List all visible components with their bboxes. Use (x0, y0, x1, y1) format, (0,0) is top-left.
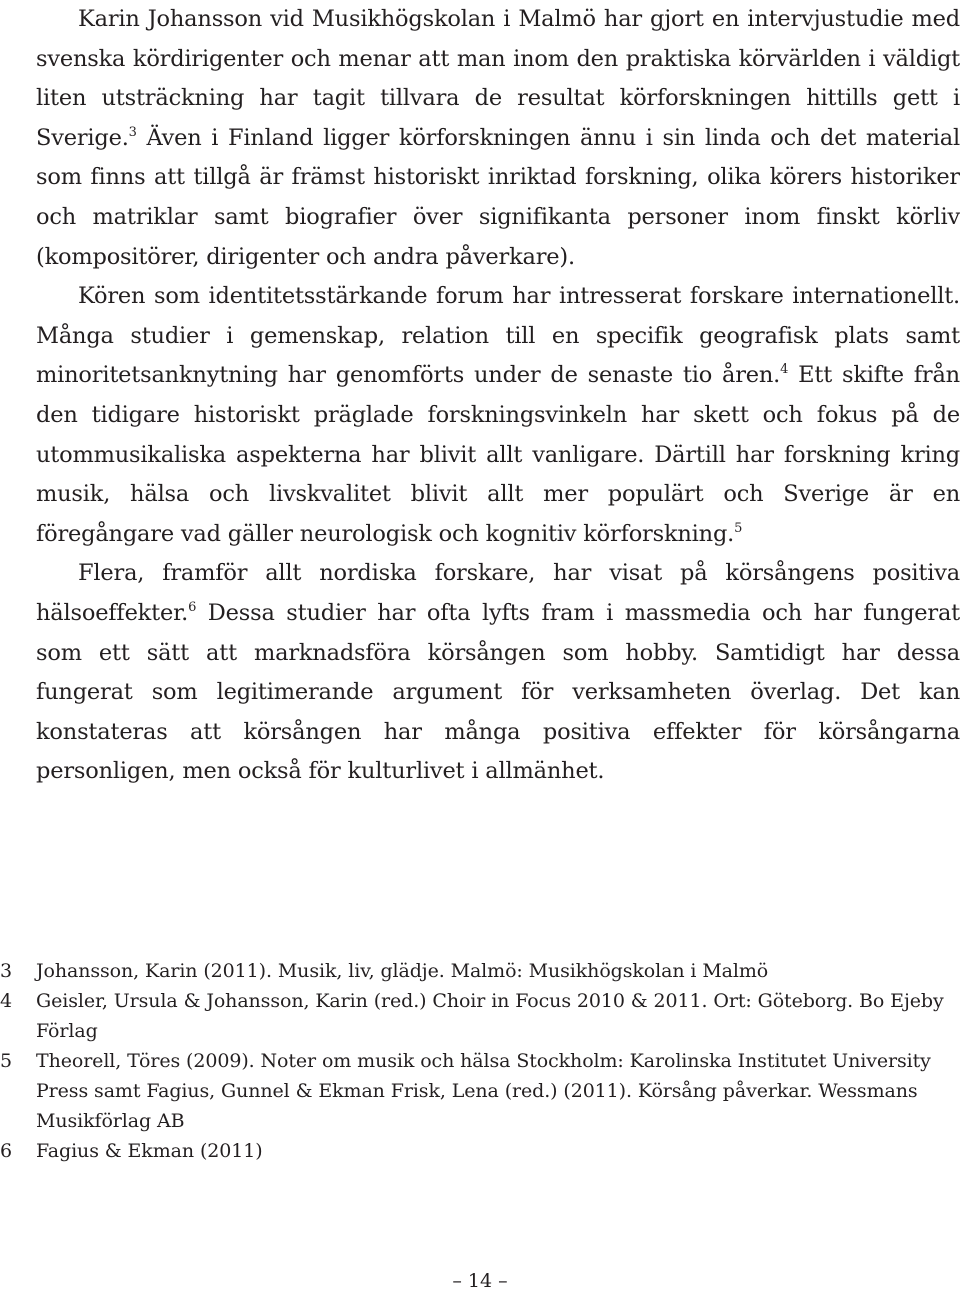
footnote-text: Geisler, Ursula & Johansson, Karin (red.) Choir in Focus 2010 & 2011. Ort: Göteborg. Bo Ejeby Förlag (36, 990, 944, 1042)
paragraph-3-text-a: Flera, framför allt nordiska forskare, har visat på körsångens positiva hälsoeffekter. (36, 560, 960, 626)
footnotes (0, 956, 960, 1166)
footnote-item (0, 956, 960, 986)
paragraph-2-text-b: Ett skifte från den tidigare historiskt präglade forskningsvinkeln har skett och fokus på de utommusikaliska aspekterna har blivit allt vanligare. Därtill har forskning kring musik, hälsa och livskvalitet blivit allt mer populärt och Sverige är en föregångare vad gäller neurologisk och kognitiv körforskning. (36, 362, 960, 547)
footnote-ref-3[interactable]: 3 (128, 124, 137, 140)
paragraph-3-text-b: Dessa studier har ofta lyfts fram i massmedia och har fungerat som ett sätt att marknadsföra körsången som hobby. Samtidigt har dessa fungerat som legitimerande argument för verksamheten överlag. Det kan konstateras att körsången har många positiva effekter för körsångarna personligen, men också för kulturlivet i allmänhet. (36, 599, 960, 785)
footnote-ref-4[interactable]: 4 (780, 362, 789, 378)
footnote-text: Theorell, Töres (2009). Noter om musik och hälsa Stockholm: Karolinska Institutet University Press samt Fagius, Gunnel & Ekman Frisk, Lena (red.) (2011). Körsång påverkar. Wessmans Musikförlag AB (36, 1050, 931, 1132)
footnote-ref-6[interactable]: 6 (188, 599, 197, 615)
footnote-ref-5[interactable]: 5 (734, 520, 743, 536)
paragraph-1-text-b: Även i Finland ligger körforskningen ännu i sin linda och det material som finns att tillgå är främst historiskt inriktad forskning, olika körers historiker och matriklar samt biografier över signifikanta personer inom finskt körliv (kompositörer, dirigenter och andra påverkare). (36, 124, 960, 270)
footnote-text: Fagius & Ekman (2011) (36, 1140, 263, 1162)
footnote-item (0, 986, 960, 1046)
body-text (36, 0, 960, 792)
paragraph-2 (36, 277, 960, 554)
paragraph-1 (36, 0, 960, 277)
footnote-text: Johansson, Karin (2011). Musik, liv, glädje. Malmö: Musikhögskolan i Malmö (36, 960, 769, 982)
footnote-item (0, 1136, 960, 1166)
page-number: – 14 – (452, 1270, 508, 1292)
footnote-number: 5 (0, 1050, 12, 1072)
paragraph-2-text-a: Kören som identitetsstärkande forum har intresserat forskare internationellt. Många studier i gemenskap, relation till en specifik geografisk plats samt minoritetsanknytning har genomförts under de senaste tio åren. (36, 283, 960, 389)
paragraph-1-text-a: Karin Johansson vid Musikhögskolan i Malmö har gjort en intervjustudie med svenska kördirigenter och menar att man inom den praktiska körvärlden i väldigt liten utsträckning har tagit tillvara de resultat körforskningen hittills gett i Sverige. (36, 6, 960, 151)
footnote-number: 4 (0, 990, 12, 1012)
footnote-number: 6 (0, 1140, 12, 1162)
footnote-item (0, 1046, 960, 1136)
paragraph-3 (36, 554, 960, 792)
footnote-number: 3 (0, 960, 12, 982)
